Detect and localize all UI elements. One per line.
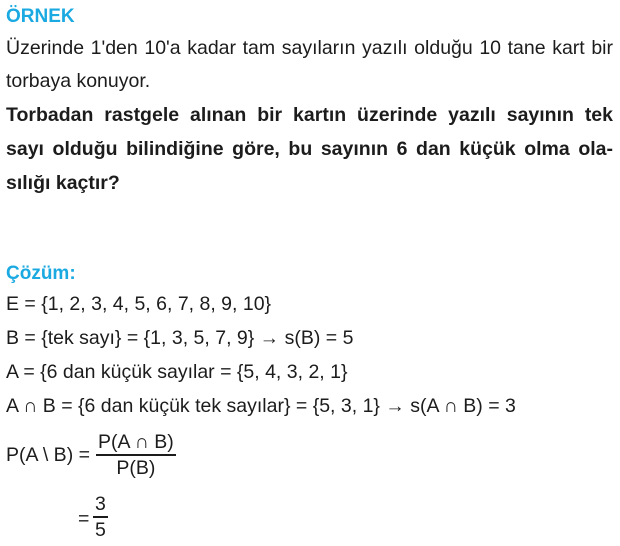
result-fraction [93,492,108,542]
sample-space-line: E = {1, 2, 3, 4, 5, 6, 7, 8, 9, 10} [6,293,272,315]
set-a-line: A = {6 dan küçük sayılar = {5, 4, 3, 2, 1} [6,361,348,383]
question-line-3: sılığı kaçtır? [6,172,120,194]
result-denominator: 5 [95,518,106,541]
intersection-line: A ∩ B = {6 dan küçük tek sayılar} = {5, 3, 1} → s(A ∩ B) = 3 [6,395,516,417]
result-numerator: 3 [95,493,106,515]
statement-line-2: torbaya konuyor. [6,70,151,92]
formula-lhs: P(A \ B) = [6,444,90,466]
formula-denominator: P(B) [116,456,156,479]
formula-numerator: P(A ∩ B) [98,431,174,453]
result-equals: = [78,508,90,530]
example-heading: ÖRNEK [6,6,75,27]
formula-fraction [96,430,176,480]
statement-line-1: Üzerinde 1'den 10'a kadar tam sayıların yazılı olduğu 10 tane kart bir [6,37,613,59]
question-line-2: sayı olduğu bilindiğine göre, bu sayının 6 dan küçük olma ola- [6,138,613,160]
set-b-line: B = {tek sayı} = {1, 3, 5, 7, 9} → s(B) = 5 [6,327,354,349]
solution-heading: Çözüm: [6,263,76,284]
question-line-1: Torbadan rastgele alınan bir kartın üzerinde yazılı sayının tek [6,104,613,126]
